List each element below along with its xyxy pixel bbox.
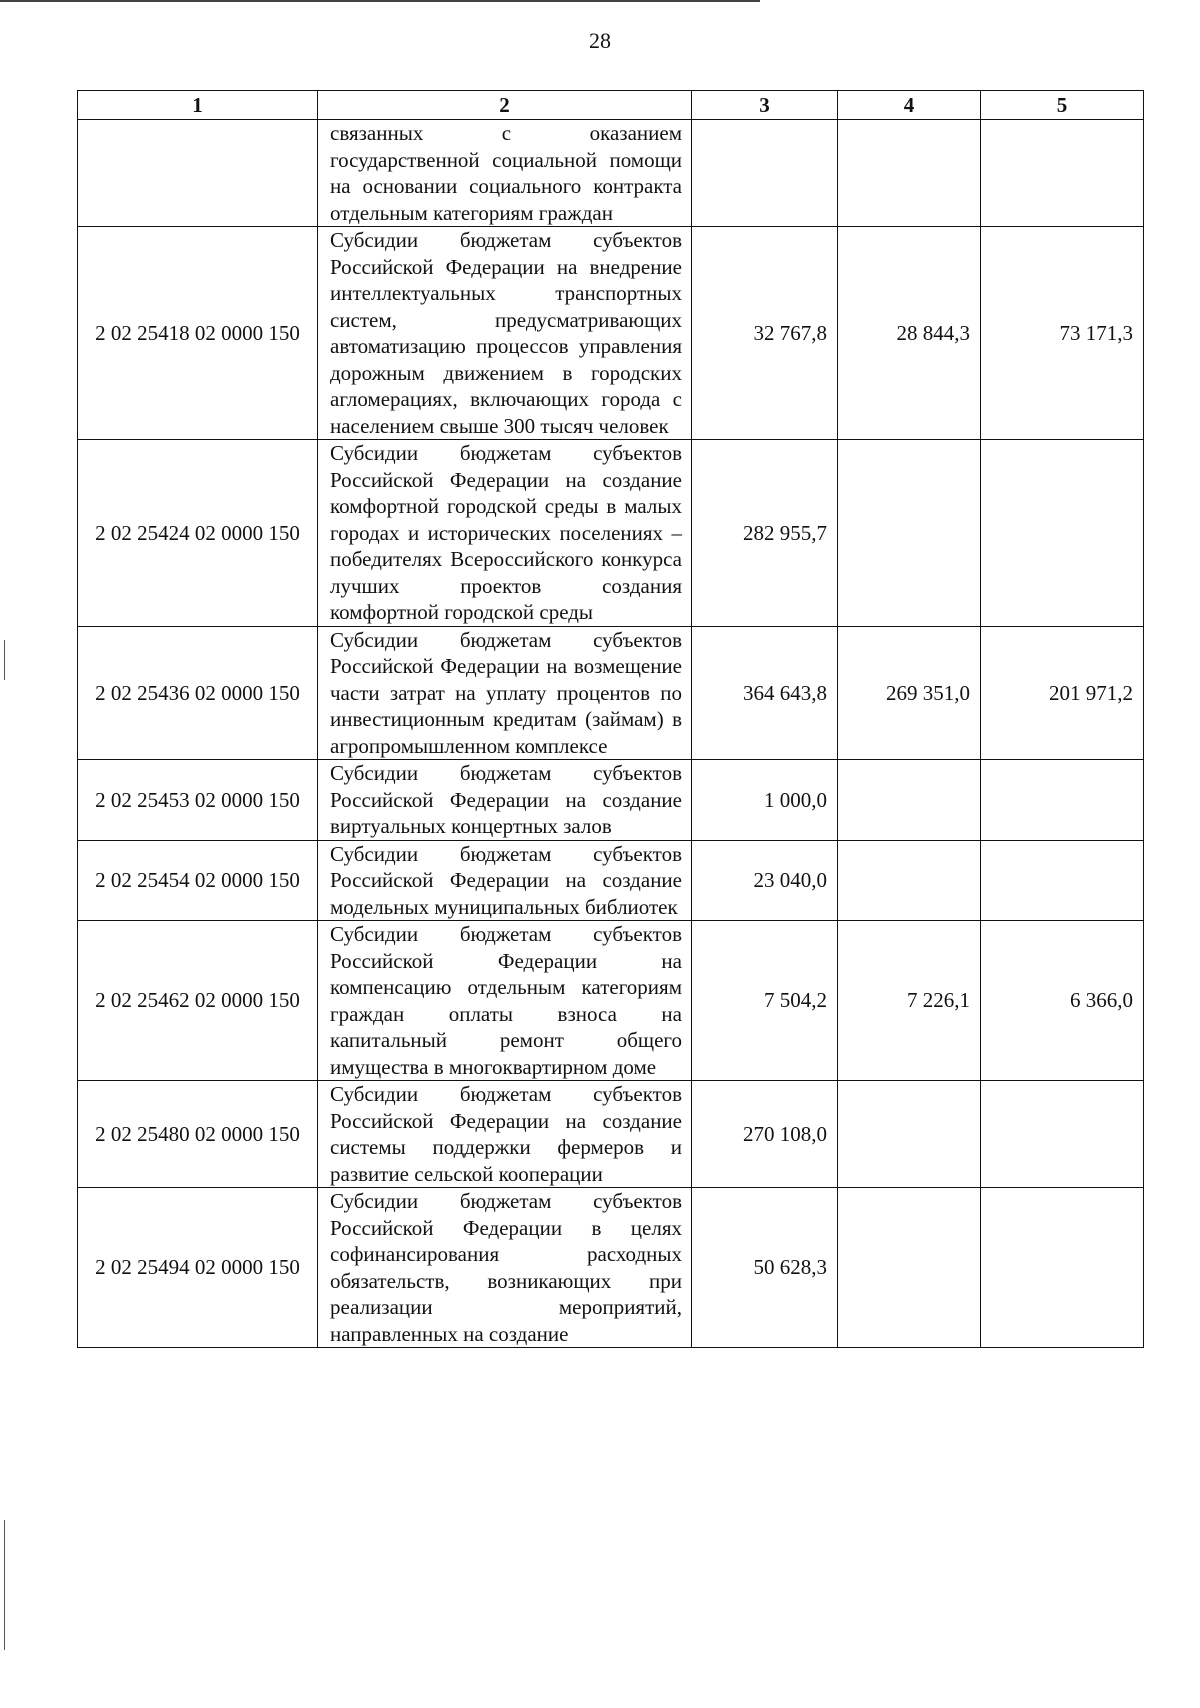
- amount-cell-col4: [838, 120, 981, 227]
- page-number: 28: [589, 28, 611, 53]
- code-cell: 2 02 25436 02 0000 150: [78, 626, 318, 760]
- scan-top-rule: [0, 0, 760, 2]
- column-header: 1: [78, 91, 318, 120]
- scan-edge-mark: [4, 1520, 5, 1650]
- column-header: 2: [318, 91, 692, 120]
- amount-cell-col5: [981, 760, 1144, 841]
- description-cell: Субсидии бюджетам субъектов Российской Федерации на внедрение интеллектуальных транспортных систем, предусматривающих автоматизацию процессов управления дорожным движением в городских агломерациях, включающих города с населением свыше 300 тысяч человек: [318, 227, 692, 440]
- amount-cell-col5: 73 171,3: [981, 227, 1144, 440]
- amount-cell-col3: 364 643,8: [692, 626, 838, 760]
- amount-cell-col3: 282 955,7: [692, 440, 838, 627]
- amount-cell-col3: [692, 120, 838, 227]
- amount-cell-col3: 7 504,2: [692, 921, 838, 1081]
- code-cell: 2 02 25462 02 0000 150: [78, 921, 318, 1081]
- description-cell: Субсидии бюджетам субъектов Российской Федерации в целях софинансирования расходных обязательств, возникающих при реализации мероприятий, направленных на создание: [318, 1188, 692, 1348]
- amount-cell-col4: 28 844,3: [838, 227, 981, 440]
- amount-cell-col4: [838, 440, 981, 627]
- column-header: 4: [838, 91, 981, 120]
- amount-cell-col5: 201 971,2: [981, 626, 1144, 760]
- amount-cell-col3: 23 040,0: [692, 840, 838, 921]
- amount-cell-col4: [838, 1188, 981, 1348]
- header-row: [78, 91, 1144, 120]
- amount-cell-col3: 50 628,3: [692, 1188, 838, 1348]
- description-cell: Субсидии бюджетам субъектов Российской Федерации на создание модельных муниципальных библиотек: [318, 840, 692, 921]
- amount-cell-col5: 6 366,0: [981, 921, 1144, 1081]
- table-row: [78, 227, 1144, 440]
- budget-table: [77, 90, 1144, 1348]
- description-cell: Субсидии бюджетам субъектов Российской Федерации на компенсацию отдельным категориям граждан оплаты взноса на капитальный ремонт общего имущества в многоквартирном доме: [318, 921, 692, 1081]
- table-row: [78, 840, 1144, 921]
- code-cell: 2 02 25424 02 0000 150: [78, 440, 318, 627]
- amount-cell-col5: [981, 840, 1144, 921]
- description-cell: Субсидии бюджетам субъектов Российской Федерации на создание системы поддержки фермеров и развитие сельской кооперации: [318, 1081, 692, 1188]
- amount-cell-col5: [981, 1081, 1144, 1188]
- column-header: 3: [692, 91, 838, 120]
- description-cell: Субсидии бюджетам субъектов Российской Федерации на создание виртуальных концертных залов: [318, 760, 692, 841]
- table-row: [78, 1081, 1144, 1188]
- amount-cell-col4: [838, 760, 981, 841]
- code-cell: [78, 120, 318, 227]
- code-cell: 2 02 25454 02 0000 150: [78, 840, 318, 921]
- code-cell: 2 02 25418 02 0000 150: [78, 227, 318, 440]
- table-row: [78, 921, 1144, 1081]
- code-cell: 2 02 25453 02 0000 150: [78, 760, 318, 841]
- amount-cell-col5: [981, 440, 1144, 627]
- amount-cell-col4: [838, 840, 981, 921]
- amount-cell-col4: 269 351,0: [838, 626, 981, 760]
- amount-cell-col4: [838, 1081, 981, 1188]
- table-row: [78, 1188, 1144, 1348]
- description-cell: Субсидии бюджетам субъектов Российской Федерации на создание комфортной городской среды в малых городах и исторических поселениях – победителях Всероссийского конкурса лучших проектов создания комфортной городской среды: [318, 440, 692, 627]
- description-cell: связанных с оказанием государственной социальной помощи на основании социального контракта отдельным категориям граждан: [318, 120, 692, 227]
- amount-cell-col3: 270 108,0: [692, 1081, 838, 1188]
- code-cell: 2 02 25494 02 0000 150: [78, 1188, 318, 1348]
- amount-cell-col5: [981, 120, 1144, 227]
- table-row: [78, 626, 1144, 760]
- table-row: [78, 120, 1144, 227]
- amount-cell-col4: 7 226,1: [838, 921, 981, 1081]
- code-cell: 2 02 25480 02 0000 150: [78, 1081, 318, 1188]
- table-row: [78, 760, 1144, 841]
- amount-cell-col3: 1 000,0: [692, 760, 838, 841]
- amount-cell-col5: [981, 1188, 1144, 1348]
- amount-cell-col3: 32 767,8: [692, 227, 838, 440]
- description-cell: Субсидии бюджетам субъектов Российской Федерации на возмещение части затрат на уплату процентов по инвестиционным кредитам (займам) в агропромышленном комплексе: [318, 626, 692, 760]
- scan-edge-mark: [4, 640, 5, 680]
- table-row: [78, 440, 1144, 627]
- column-header: 5: [981, 91, 1144, 120]
